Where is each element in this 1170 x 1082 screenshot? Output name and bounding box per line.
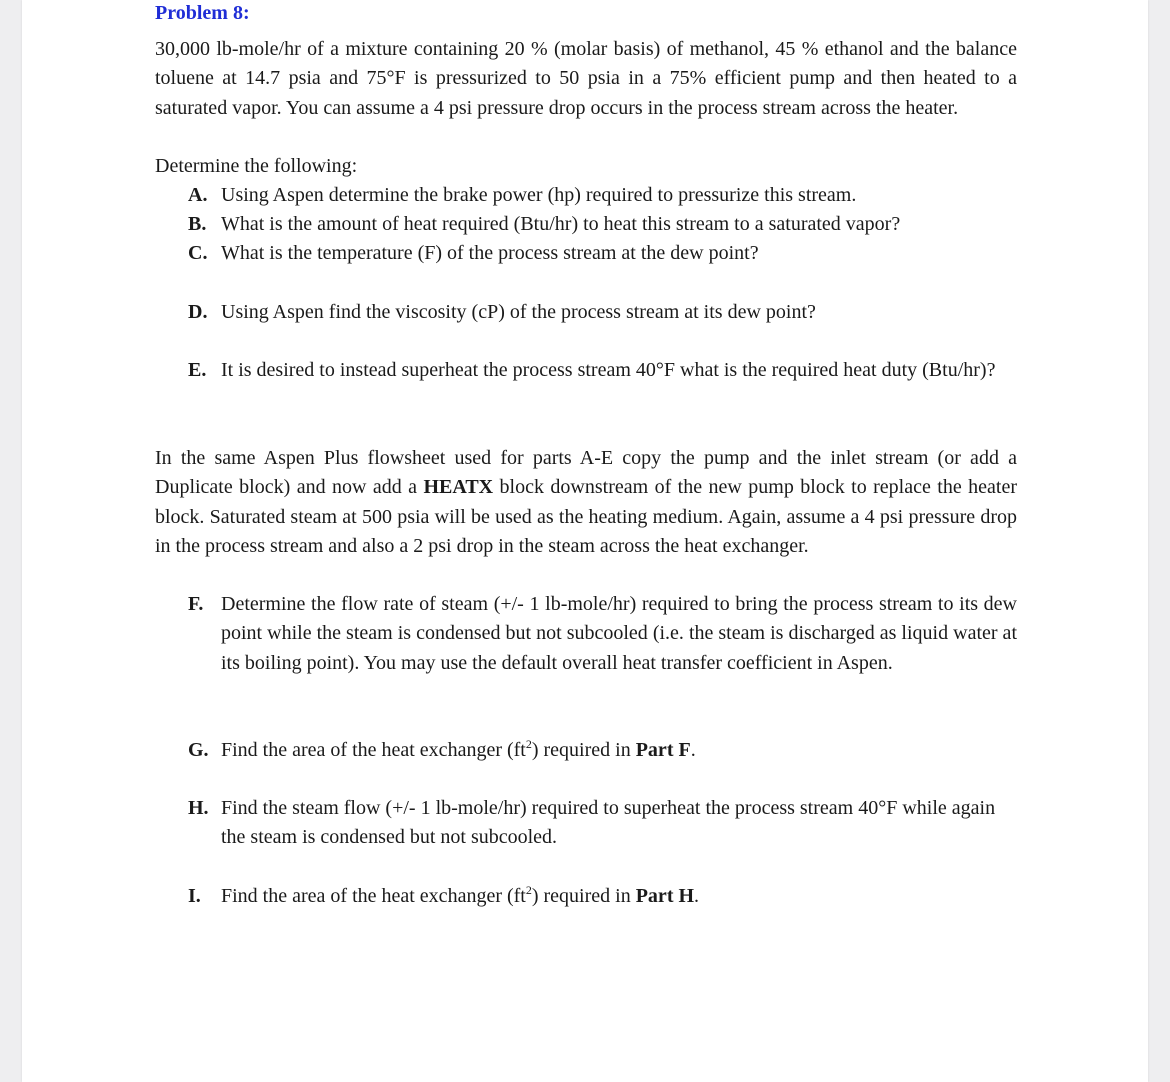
- flowsheet-instructions: [155, 444, 1017, 561]
- question-i-letter: I.: [188, 885, 201, 907]
- question-g-superscript: 2: [525, 737, 532, 751]
- question-i-part-ref: Part H: [635, 885, 695, 907]
- question-b-text: What is the amount of heat required (Btu/hr) to heat this stream to a saturated vapor?: [221, 213, 901, 235]
- question-g-text-before: Find the area of the heat exchanger (ft: [221, 739, 526, 761]
- question-a-text: Using Aspen determine the brake power (hp) required to pressurize this stream.: [221, 184, 857, 206]
- question-d-letter: D.: [188, 301, 208, 323]
- question-i-text-before: Find the area of the heat exchanger (ft: [221, 885, 526, 907]
- question-i-text-after: .: [694, 885, 700, 907]
- question-g-text-mid: ) required in: [531, 739, 636, 761]
- determine-heading: Determine the following:: [155, 155, 358, 177]
- question-f-letter: F.: [188, 593, 204, 615]
- document-page: [22, 0, 1148, 1082]
- question-e-letter: E.: [188, 359, 207, 381]
- question-d-text: Using Aspen find the viscosity (cP) of the process stream at its dew point?: [221, 301, 816, 323]
- question-h: [188, 794, 1017, 853]
- problem-title: Problem 8:: [155, 2, 250, 24]
- question-a-letter: A.: [188, 184, 208, 206]
- flowsheet-text-before: In the same Aspen Plus flowsheet used for parts A-E copy the pump and the inlet stream (or add a Duplicate block) and now add a: [155, 447, 1017, 499]
- flowsheet-text-after: block downstream of the new pump block to replace the heater block. Saturated steam at 500 psia will be used as the heating medium. Again, assume a 4 psi pressure drop in the process stream and also a 2 psi drop in the steam across the heat exchanger.: [155, 476, 1017, 557]
- question-h-letter: H.: [188, 797, 209, 819]
- question-e-text: It is desired to instead superheat the process stream 40°F what is the required heat duty (Btu/hr)?: [221, 359, 996, 381]
- question-h-text: Find the steam flow (+/- 1 lb-mole/hr) required to superheat the process stream 40°F while again the steam is condensed but not subcooled.: [221, 797, 996, 849]
- question-c-letter: C.: [188, 242, 208, 264]
- question-a: [188, 181, 1017, 210]
- question-b-letter: B.: [188, 213, 207, 235]
- question-i: [188, 882, 1017, 911]
- question-g-text: [221, 736, 1017, 765]
- question-g-part-ref: Part F: [635, 739, 691, 761]
- question-g-text-after: .: [690, 739, 696, 761]
- question-f-text: Determine the flow rate of steam (+/- 1 lb-mole/hr) required to bring the process stream to its dew point while the steam is condensed but not subcooled (i.e. the steam is discharged as liquid water at its boiling point). You may use the default overall heat transfer coefficient in Aspen.: [221, 593, 1017, 674]
- question-c-text: What is the temperature (F) of the process stream at the dew point?: [221, 242, 759, 264]
- question-i-superscript: 2: [525, 883, 532, 897]
- question-i-text-mid: ) required in: [531, 885, 636, 907]
- question-i-text: [221, 882, 1017, 911]
- question-d: [188, 298, 1017, 327]
- question-f: [188, 590, 1017, 678]
- heatx-block-name: HEATX: [423, 476, 494, 499]
- problem-statement: 30,000 lb-mole/hr of a mixture containing 20 % (molar basis) of methanol, 45 % ethanol and the balance toluene at 14.7 psia and 75°F is pressurized to 50 psia in a 75% efficient pump and then heated to a saturated vapor. You can assume a 4 psi pressure drop occurs in the process stream across the heater.: [155, 38, 1017, 119]
- question-g: [188, 736, 1017, 765]
- question-g-letter: G.: [188, 739, 209, 761]
- question-e: [188, 356, 1017, 385]
- question-c: [188, 239, 1017, 268]
- question-b: [188, 210, 1017, 239]
